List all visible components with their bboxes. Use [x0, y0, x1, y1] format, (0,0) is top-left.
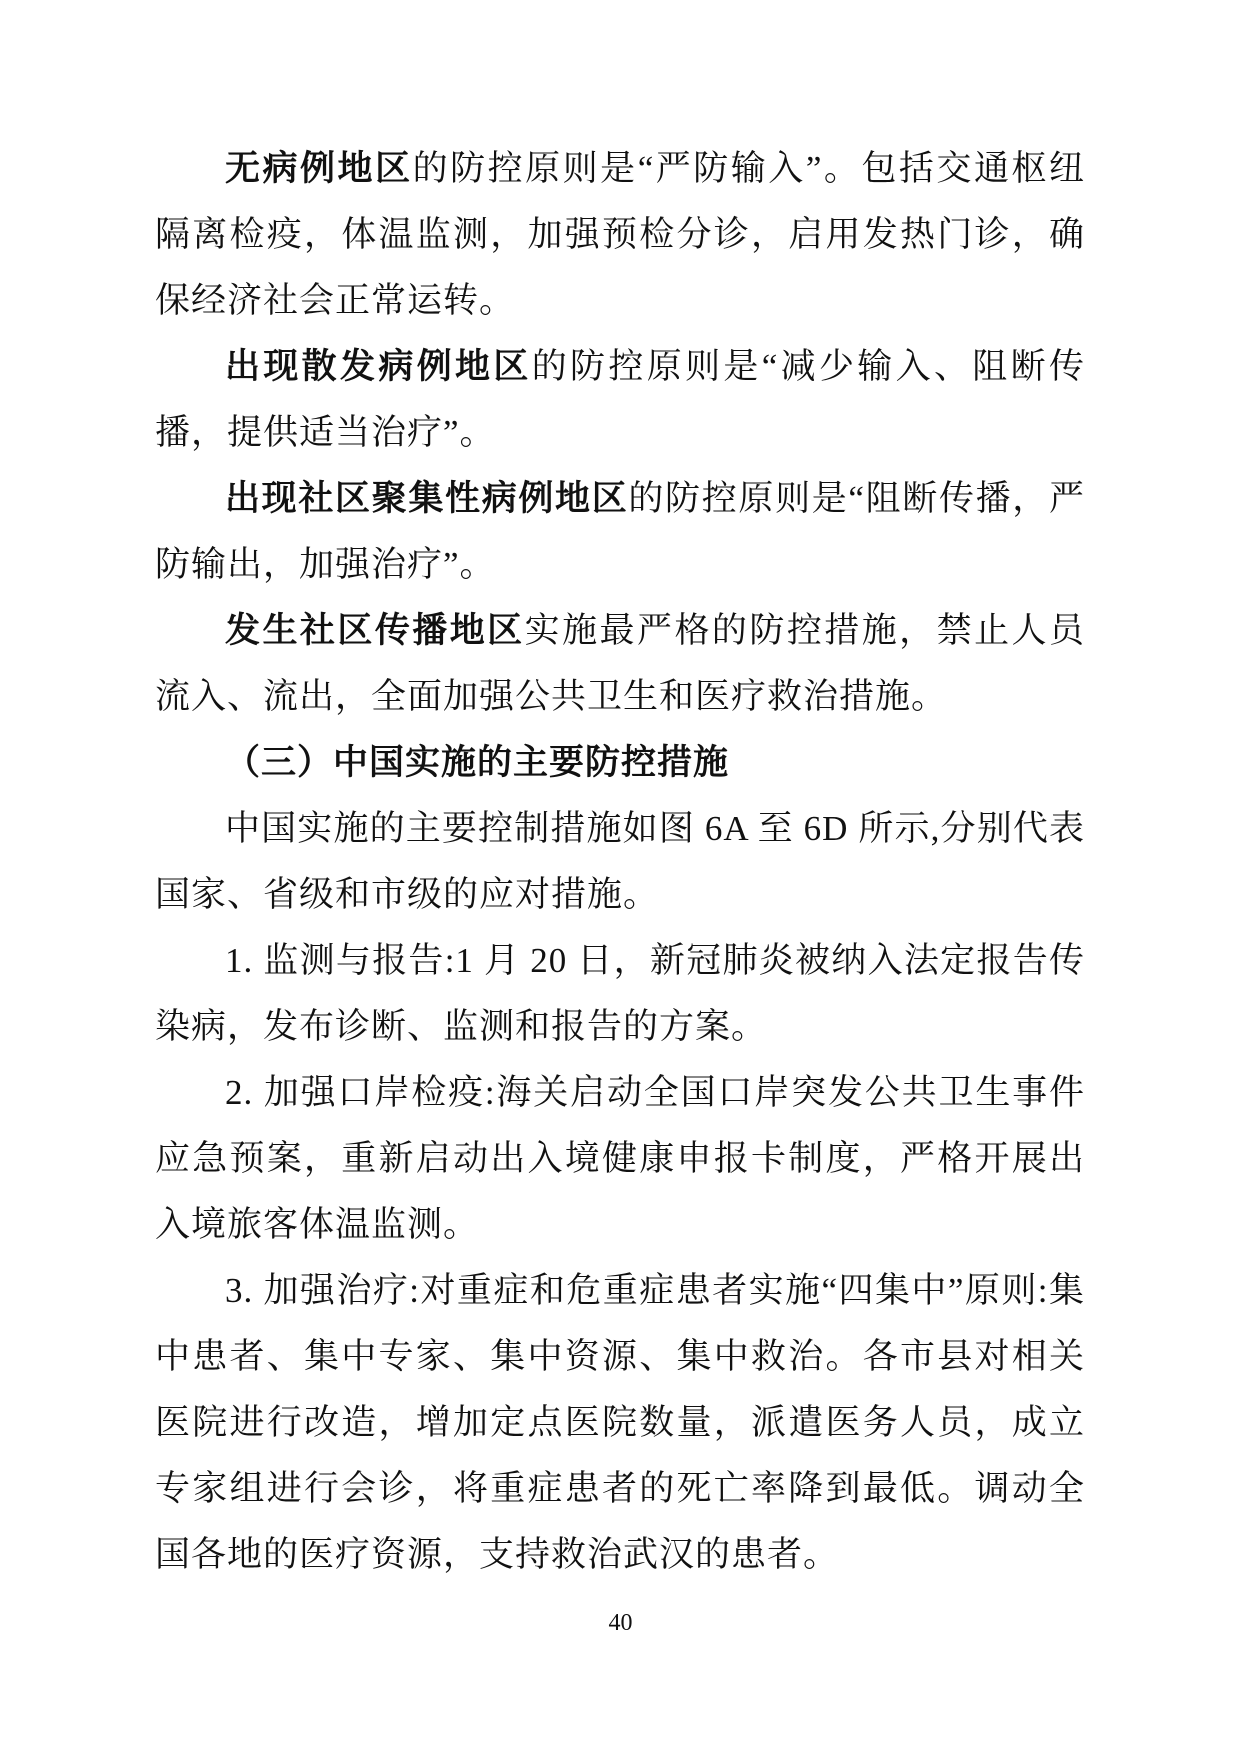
text-run: 的防控原则是“减少输入、阻断传播，提供适当治疗”。 [155, 347, 1085, 452]
text-run: 实施最严格的防控措施，禁止人员流入、流出，全面加强公共卫生和医疗救治措施。 [155, 611, 1085, 716]
paragraph [155, 1258, 1085, 1588]
paragraph [155, 466, 1085, 598]
paragraph [155, 796, 1085, 928]
paragraph [155, 598, 1085, 730]
bold-text-run: 出现散发病例地区 [225, 347, 532, 386]
text-run: 的防控原则是“阻断传播，严防输出，加强治疗”。 [155, 479, 1085, 584]
bold-text-run: 出现社区聚集性病例地区 [225, 479, 629, 518]
text-block [155, 136, 1085, 1588]
section-heading [155, 730, 1085, 796]
paragraph [155, 136, 1085, 334]
bold-text-run: 发生社区传播地区 [225, 611, 525, 650]
bold-text-run: （三）中国实施的主要防控措施 [225, 743, 730, 782]
text-run: 的防控原则是“严防输入”。包括交通枢纽隔离检疫，体温监测，加强预检分诊，启用发热门诊，确保经济社会正常运转。 [155, 149, 1085, 320]
text-run: 中国实施的主要控制措施如图 6A 至 6D 所示,分别代表国家、省级和市级的应对措施。 [155, 809, 1085, 914]
text-run: 2. 加强口岸检疫:海关启动全国口岸突发公共卫生事件应急预案，重新启动出入境健康申报卡制度，严格开展出入境旅客体温监测。 [155, 1073, 1085, 1244]
page-number: 40 [608, 1610, 633, 1636]
text-run: 1. 监测与报告:1 月 20 日，新冠肺炎被纳入法定报告传染病，发布诊断、监测和报告的方案。 [155, 941, 1085, 1046]
paragraph [155, 334, 1085, 466]
paragraph [155, 1060, 1085, 1258]
paragraph [155, 928, 1085, 1060]
bold-text-run: 无病例地区 [225, 149, 413, 188]
text-run: 3. 加强治疗:对重症和危重症患者实施“四集中”原则:集中患者、集中专家、集中资源、集中救治。各市县对相关医院进行改造，增加定点医院数量，派遣医务人员，成立专家组进行会诊，将重症患者的死亡率降到最低。调动全国各地的医疗资源，支持救治武汉的患者。 [155, 1271, 1085, 1574]
